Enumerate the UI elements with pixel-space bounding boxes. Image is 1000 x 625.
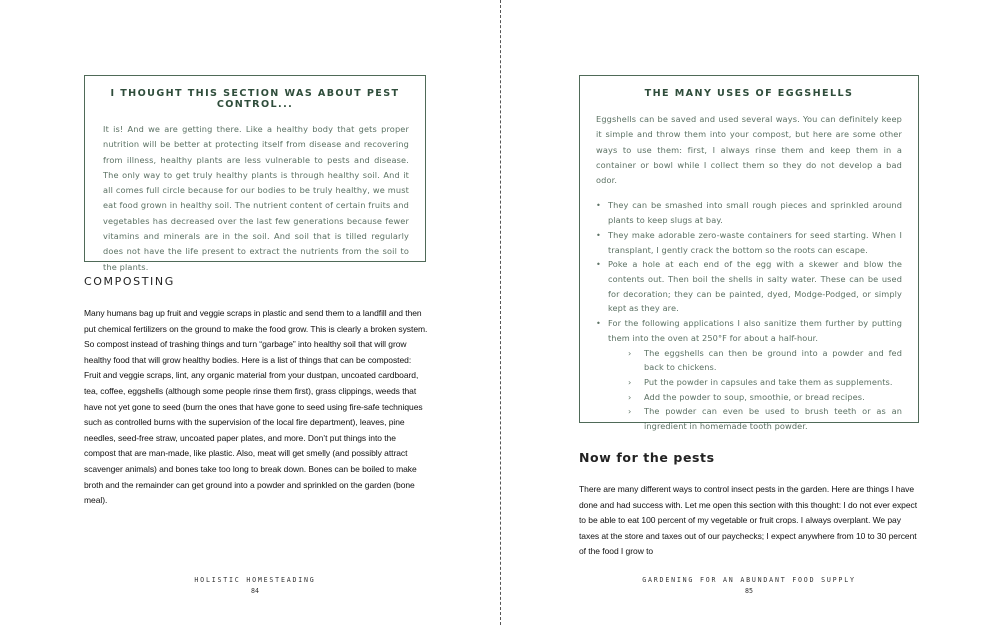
bullet-icon: • [596, 318, 601, 329]
eggshell-uses-list [596, 198, 902, 433]
list-item: • Poke a hole at each end of the egg with a skewer and blow the contents out. Then boil the shells in salty water. These can be used for decoration; they can be painted, dyed, Modge-Podged, or simply kept as they are. [596, 259, 902, 314]
list-item: • For the following applications I also sanitize them further by putting them into the oven at 250°F for about a half-hour. › The eggshells can then be ground into a powder and fed back to chickens. › Put the powder in capsules and take them as supplements. › Add the powder to soup, smoothie, or bread recipes. › The powder can even be used to brush teeth or as an ingredient in homemade tooth powder. [596, 316, 902, 434]
page-number: 84 [251, 587, 259, 595]
sanitized-uses-sublist [608, 346, 902, 434]
bullet-icon: • [596, 259, 601, 270]
pest-control-sidebar [84, 75, 426, 272]
bullet-icon: • [596, 229, 601, 240]
sub-list-item: › Put the powder in capsules and take them as supplements. [628, 375, 902, 390]
chevron-right-icon: › [628, 391, 632, 402]
sidebar-title: THE MANY USES OF EGGSHELLS [644, 88, 854, 99]
pests-paragraph: There are many different ways to control insect pests in the garden. Here are things I have done and had success with. Let me open this section with this thought: I do not ever expect to be able to eat 100 percent of my vegetable or fruit crops. I always overplant. We pay taxes at the store and taxes out of our paychecks; I expect anywhere from 10 to 30 percent of the food I grow to [579, 484, 918, 557]
list-item: • They make adorable zero-waste containers for seed starting. When I transplant, I gently crack the bottom so the roots can escape. [596, 229, 902, 255]
sidebar-intro: Eggshells can be saved and used several ways. You can definitely keep it simple and throw them into your compost, but here are some other ways to use them: first, I always rinse them and keep them in a container or bowl while I collect them so they do not develop a bad odor. [596, 114, 902, 186]
list-item: • They can be smashed into small rough pieces and sprinkled around plants to keep slugs at bay. [596, 200, 902, 226]
sub-list-item: › Add the powder to soup, smoothie, or bread recipes. [628, 390, 902, 405]
composting-paragraph: Many humans bag up fruit and veggie scraps in plastic and send them to a landfill and then put chemical fertilizers on the ground to make the food grow. This is clearly a broken system. So compost instead of trashing things and turn “garbage” into healthy soil that will grow healthy food that will grow healthy bodies. Here is a list of things that can be composted: Fruit and veggie scraps, lint, any organic material from your dustpan, uncoated cardboard, tea, coffee, eggshells (although some people rinse them first), grass clippings, weeds that have not yet gone to seed (burn the ones that have gone to seed using fire-safe techniques such as controlled burns with the supervision of the local fire department), leaves, pine needles, seed-free straw, uncoated paper plates, and more. Don’t put things into the compost that are man-made, like plastic. Also, meat will get smelly (and possibly attract scavenger animals) and bones take too long to break down. Bones can be boiled to make broth and the remainder can get ground into a powder and sprinkled on the garden (bone meal). [84, 308, 428, 506]
sidebar-title: I THOUGHT THIS SECTION WAS ABOUT PEST CONTROL... [110, 88, 400, 110]
running-footer-title: GARDENING FOR AN ABUNDANT FOOD SUPPLY [642, 576, 856, 584]
sub-list-item: › The eggshells can then be ground into a powder and fed back to chickens. [628, 347, 902, 373]
book-spine-divider [500, 0, 501, 625]
running-footer-title: HOLISTIC HOMESTEADING [194, 576, 316, 584]
left-footer [105, 576, 405, 595]
section-heading-composting: COMPOSTING [84, 275, 175, 288]
page-number: 85 [745, 587, 753, 595]
sub-list-item: › The powder can even be used to brush teeth or as an ingredient in homemade tooth powder. [628, 406, 902, 432]
section-heading-pests: Now for the pests [579, 450, 715, 465]
eggshells-sidebar [579, 75, 919, 432]
bullet-icon: • [596, 200, 601, 211]
right-footer [599, 576, 899, 595]
chevron-right-icon: › [628, 376, 632, 387]
sidebar-text: It is! And we are getting there. Like a healthy body that gets proper nutrition will be better at protecting itself from disease and recovering from illness, healthy plants are less vulnerable to pests and disease. The only way to get truly healthy plants is through healthy soil. And it all comes full circle because for our bodies to be truly healthy, we must eat food grown in healthy soil. The nutrient content of certain fruits and vegetables has decreased over the last few generations because fewer vitamins and minerals are in the soil. And soil that is tilled regularly does not have the life present to extract the nutrients from the soil to the plants. [103, 124, 409, 272]
chevron-right-icon: › [628, 347, 632, 358]
chevron-right-icon: › [628, 406, 632, 417]
